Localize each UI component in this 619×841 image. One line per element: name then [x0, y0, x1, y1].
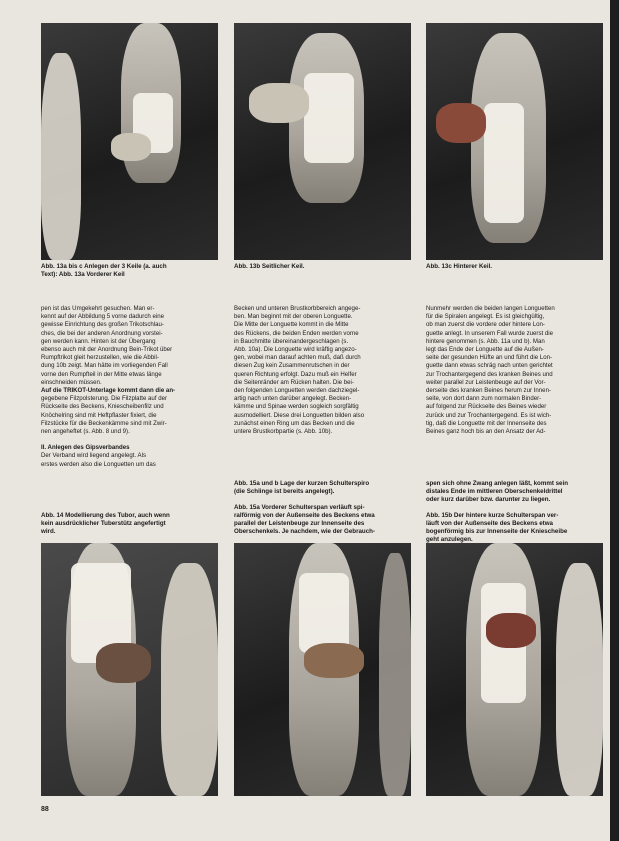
text-line: Abb. 10a). Die Longuette wird kräftig angezo- — [234, 346, 357, 354]
text-line: gegebene Filzpolsterung. Die Filzplatte auf der — [41, 395, 168, 403]
text-line: derseite des kranken Beines herum zur Innen- — [426, 387, 551, 395]
page-number: 88 — [41, 806, 49, 813]
text-line: Der Verband wird liegend angelegt. Als — [41, 452, 147, 460]
text-line — [41, 436, 218, 444]
text-line: einschneiden müssen. — [41, 378, 102, 386]
section-heading: II. Anlegen des Gipsverbandes — [41, 444, 130, 452]
text-line: dung 10b zeigt. Man hätte im vorliegenden Fall — [41, 362, 168, 370]
text-line: auf folgend zur Rückseite des Beines wieder — [426, 403, 547, 411]
text-line: untere Brustkorbpartie (s. Abb. 10b). — [234, 428, 333, 436]
caption-line: oder kurz darüber bzw. darunter zu liegen. — [426, 496, 551, 503]
text-line: seite, von dort dann zum normalen Binder- — [426, 395, 542, 403]
caption-15a — [234, 480, 375, 536]
caption-line: Abb. 14 Modellierung des Tubor, auch wenn — [41, 512, 170, 519]
text-line: Knöchelring sind mit Heftpflaster fixiert, die — [41, 411, 157, 419]
text-line: vorne den Rumpfteil in der Mitte etwas länge — [41, 370, 162, 378]
photo-15a — [234, 543, 411, 796]
text-line: hintere genommen (s. Abb. 11a und b). Man — [426, 337, 545, 345]
caption-line: Text): Abb. 13a Vorderer Keil — [41, 271, 125, 278]
caption-line: Abb. 15a Vorderer Schulterspan verläuft spi- — [234, 504, 365, 511]
caption-line — [426, 504, 568, 512]
text-line: zunächst einen Ring um das Becken und die — [234, 419, 355, 427]
text-column-right — [426, 305, 603, 436]
text-line: Nunmehr werden die beiden langen Longuetten — [426, 305, 555, 312]
text-line: die Seitenränder am Rücken halten. Die bei- — [234, 378, 354, 386]
text-column-mid — [234, 305, 411, 436]
text-line: Rumpftrikot gleit herzustellen, wie die Abbil- — [41, 354, 159, 362]
caption-line: Abb. 15b Der hintere kurze Schulterspan ver- — [426, 512, 559, 519]
caption-line: Oberschenkels. Je nachdem, wie der Gebrauch- — [234, 528, 375, 535]
text-line: Filzstücke für die Beckenkämme sind mit Zwir- — [41, 419, 167, 427]
text-line: legt das Ende der Longuette auf die Außen- — [426, 346, 544, 354]
text-line: gewisse Einrichtung des großen Trikotschlau- — [41, 321, 164, 329]
text-column-left — [41, 305, 218, 469]
photo-13b — [234, 23, 411, 260]
text-line: ebenso auch mit der Anordnung Bein-Trikot über — [41, 346, 173, 354]
caption-line: Abb. 13c Hinterer Keil. — [426, 263, 493, 270]
caption-line — [234, 496, 375, 504]
text-line: ches, die bei der anderen Anordnung vorstei- — [41, 329, 163, 337]
text-line: für die Spiralen angelegt. Es ist gleichgültig, — [426, 313, 545, 321]
text-line: zur Trochantergegend des kranken Beines und — [426, 370, 553, 378]
text-line: den folgenden Longuetten werden dachziegel- — [234, 387, 360, 395]
text-line: Die Mitte der Longuette kommt in die Mitte — [234, 321, 349, 329]
text-line: artig nach unten darüber angelegt. Becken- — [234, 395, 352, 403]
page-edge — [610, 0, 619, 841]
caption-line: ralförmig von der Außenseite des Beckens etwa — [234, 512, 375, 519]
text-line: seite der gesunden Hüfte an und führt die Lon- — [426, 354, 553, 362]
text-line: kämme und Spinae werden sogleich sorgfältig — [234, 403, 359, 411]
text-line: kennt auf der Abbildung 5 vorne dadurch eine — [41, 313, 164, 321]
text-line: gen werden kann. Hinten ist der Übergang — [41, 337, 156, 345]
photo-14 — [41, 543, 218, 796]
caption-13a — [41, 263, 167, 279]
text-line: Beines ganz hoch bis an den Ansatz der Ad- — [426, 428, 546, 436]
caption-line: Abb. 13b Seitlicher Keil. — [234, 263, 305, 270]
text-line: diesen Zug kein Zusammenrutschen in der — [234, 362, 350, 370]
caption-line: läuft von der Außenseite des Beckens etwa — [426, 520, 553, 527]
caption-line: Abb. 15a und b Lage der kurzen Schulterspiro — [234, 480, 370, 487]
text-line: Rückseite des Beckens, Kniescheibenfilz und — [41, 403, 164, 411]
text-line: ob man zuerst die vordere oder hintere Lon- — [426, 321, 545, 329]
caption-line: bogenförmig bis zur Innenseite der Kniescheibe — [426, 528, 568, 535]
caption-13c — [426, 263, 492, 271]
photo-13c — [426, 23, 603, 260]
caption-line: wird. — [41, 528, 56, 535]
text-line: in Bauchmitte übereinandergeschlagen (s. — [234, 337, 349, 345]
text-line: pen ist das Umgekehrt gesuchen. Man er- — [41, 305, 155, 312]
text-line: weiter parallel zur Leistenbeuge auf der Vor- — [426, 378, 546, 386]
text-line: Becken und unteren Brustkorbbereich angege- — [234, 305, 361, 312]
text-line: des Rückens, die beiden Enden werden vorne — [234, 329, 359, 337]
caption-14 — [41, 512, 170, 536]
text-line: ausmodelliert. Diese drei Longuetten bilden also — [234, 411, 365, 419]
caption-line: distales Ende im mittleren Oberschenkeldrittel — [426, 488, 563, 495]
caption-line: (die Schlinge ist bereits angelegt). — [234, 488, 335, 495]
text-line: gen, wobei man darauf achten muß, daß durch — [234, 354, 361, 362]
caption-line: spen sich ohne Zwang anlegen läßt, kommt sein — [426, 480, 568, 487]
caption-line: kein ausdrücklicher Tuberstütz angefertigt — [41, 520, 166, 527]
text-line: guette dann etwas schräg nach unten gerichtet — [426, 362, 553, 370]
text-line: nen angeheftet (s. Abb. 8 und 9). — [41, 428, 130, 436]
caption-line: parallel der Leistenbeuge zur Innenseite des — [234, 520, 365, 527]
photo-15b — [426, 543, 603, 796]
caption-13b — [234, 263, 305, 271]
caption-line: geht anzulegen. — [426, 536, 473, 543]
text-line: erstes werden also die Longuetten um das — [41, 460, 156, 468]
caption-line: Abb. 13a bis c Anlegen der 3 Keile (a. auch — [41, 263, 167, 270]
text-line: guette anlegt. In unserem Fall wurde zuerst die — [426, 329, 554, 337]
text-line: tig, daß die Longuette mit der Innenseite des — [426, 419, 547, 427]
photo-13a — [41, 23, 218, 260]
text-line: Auf die TRIKOT-Unterlage kommt dann die an- — [41, 387, 176, 395]
text-line: zurück und zur Trochantergegend. Es ist wich- — [426, 411, 552, 419]
text-line: queren Richtung erfolgt. Dazu muß ein Helfer — [234, 370, 357, 378]
caption-15b — [426, 480, 568, 544]
text-line: ben. Man beginnt mit der oberen Longuette. — [234, 313, 353, 321]
